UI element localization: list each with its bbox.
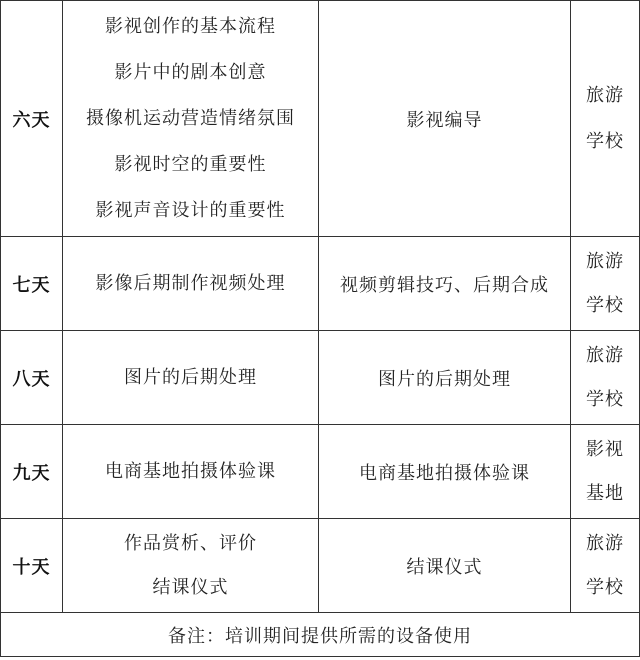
topics-cell xyxy=(63,1,319,237)
location-cell xyxy=(571,237,640,331)
topic-text: 结课仪式 xyxy=(152,576,229,598)
location-text: 学校 xyxy=(586,576,624,598)
day-cell: 十天 xyxy=(1,519,63,613)
module-cell: 图片的后期处理 xyxy=(319,331,571,425)
topics-cell xyxy=(63,519,319,613)
topic-text: 图片的后期处理 xyxy=(124,366,257,388)
location-text: 旅游 xyxy=(586,84,624,106)
topics-cell xyxy=(63,425,319,519)
module-cell: 电商基地拍摄体验课 xyxy=(319,425,571,519)
day-cell: 六天 xyxy=(1,1,63,237)
location-text: 学校 xyxy=(586,130,624,152)
location-cell xyxy=(571,425,640,519)
module-cell: 视频剪辑技巧、后期合成 xyxy=(319,237,571,331)
note-text: 备注：培训期间提供所需的设备使用 xyxy=(1,613,640,657)
location-cell xyxy=(571,519,640,613)
topic-text: 影视时空的重要性 xyxy=(114,153,267,175)
module-cell: 影视编导 xyxy=(319,1,571,237)
table-row xyxy=(1,331,640,425)
note-row xyxy=(1,613,640,657)
topics-cell xyxy=(63,331,319,425)
day-cell: 八天 xyxy=(1,331,63,425)
location-text: 旅游 xyxy=(586,344,624,366)
table-row xyxy=(1,425,640,519)
topic-text: 影视声音设计的重要性 xyxy=(95,199,286,221)
location-text: 旅游 xyxy=(586,532,624,554)
topic-text: 电商基地拍摄体验课 xyxy=(105,460,276,482)
topic-text: 摄像机运动营造情绪氛围 xyxy=(86,107,295,129)
topic-text: 作品赏析、评价 xyxy=(124,532,257,554)
module-cell: 结课仪式 xyxy=(319,519,571,613)
table-row xyxy=(1,519,640,613)
location-text: 学校 xyxy=(586,294,624,316)
day-cell: 七天 xyxy=(1,237,63,331)
location-cell xyxy=(571,1,640,237)
location-cell xyxy=(571,331,640,425)
location-text: 学校 xyxy=(586,388,624,410)
location-text: 影视 xyxy=(586,438,624,460)
topic-text: 影视创作的基本流程 xyxy=(105,15,276,37)
day-cell: 九天 xyxy=(1,425,63,519)
location-text: 基地 xyxy=(586,482,624,504)
location-text: 旅游 xyxy=(586,250,624,272)
topics-cell xyxy=(63,237,319,331)
topic-text: 影片中的剧本创意 xyxy=(114,61,267,83)
table-row xyxy=(1,1,640,237)
table-row xyxy=(1,237,640,331)
topic-text: 影像后期制作视频处理 xyxy=(95,272,286,294)
